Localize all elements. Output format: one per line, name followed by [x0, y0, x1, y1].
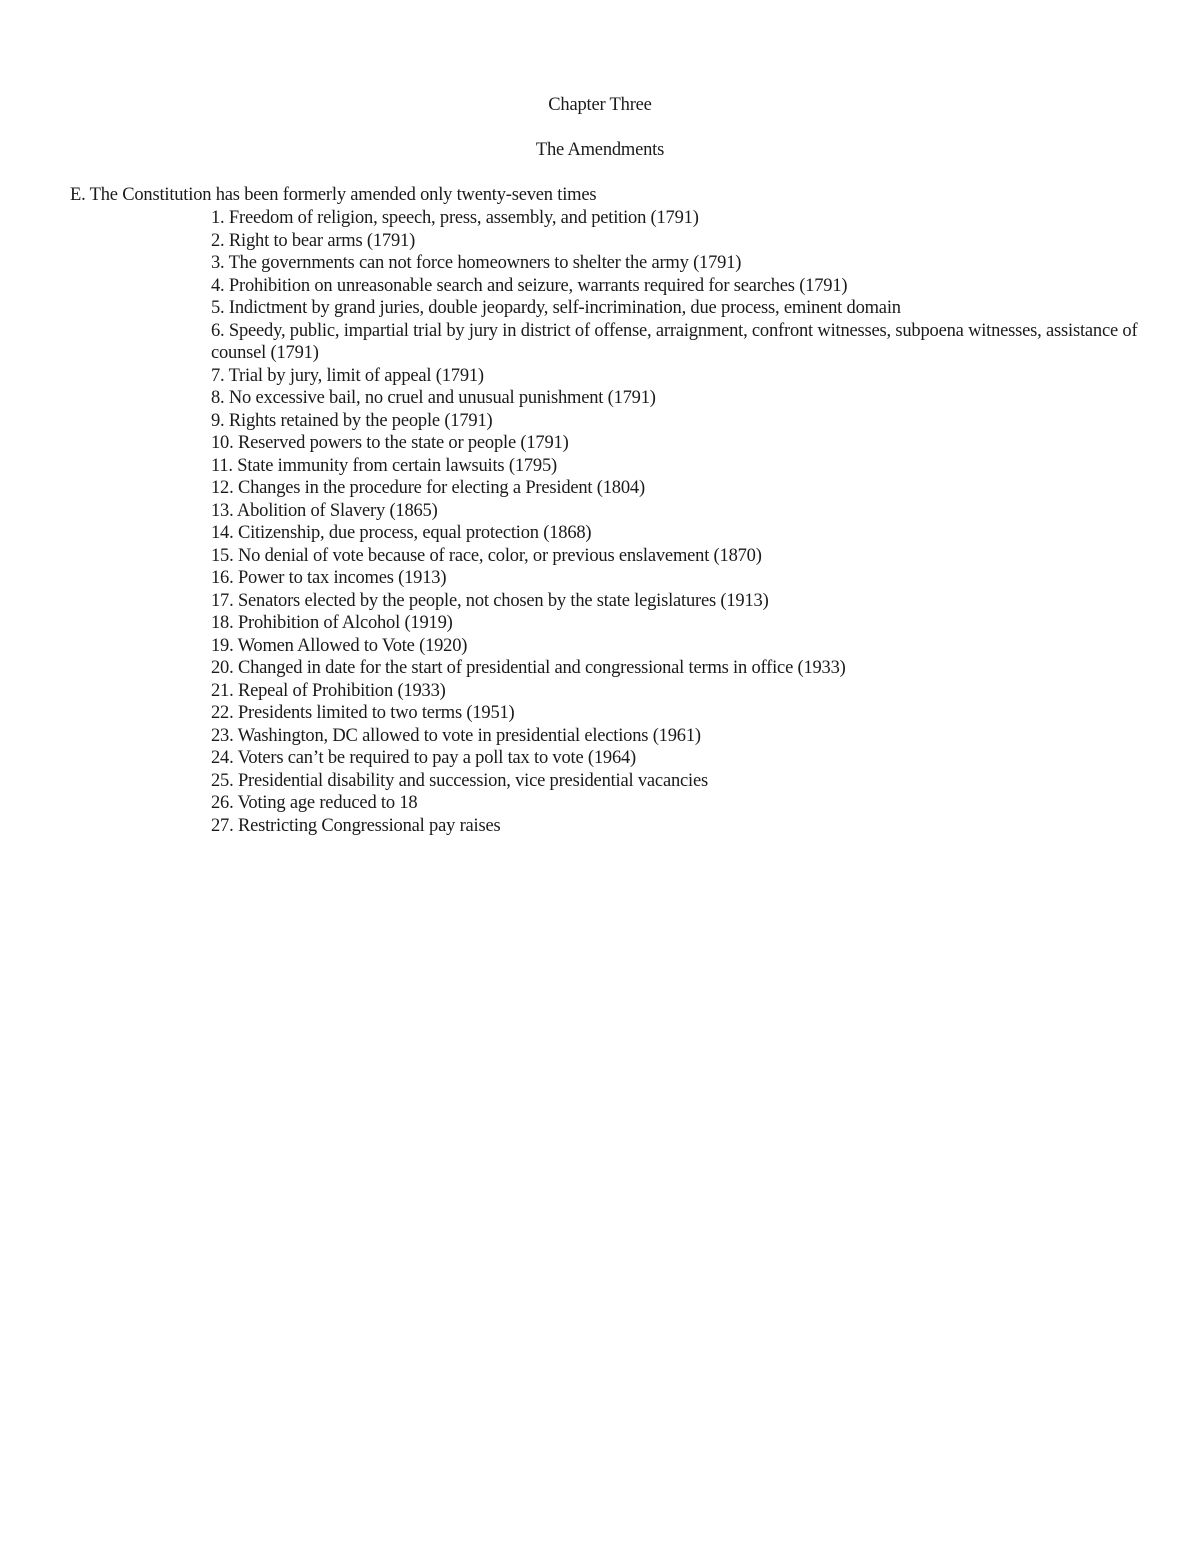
amendment-item: 1. Freedom of religion, speech, press, assembly, and petition (1791)	[211, 208, 699, 228]
amendment-item: 8. No excessive bail, no cruel and unusual punishment (1791)	[211, 388, 656, 408]
amendment-item: 7. Trial by jury, limit of appeal (1791)	[211, 365, 484, 386]
amendment-item: 18. Prohibition of Alcohol (1919)	[211, 613, 453, 633]
amendment-item: 4. Prohibition on unreasonable search and seizure, warrants required for searches (1791)	[211, 275, 848, 296]
amendment-item: 19. Women Allowed to Vote (1920)	[211, 635, 468, 656]
amendment-item: 26. Voting age reduced to 18	[211, 793, 418, 813]
amendment-item: 21. Repeal of Prohibition (1933)	[211, 680, 446, 701]
intro-statement: E. The Constitution has been formerly amended only twenty-seven times	[70, 185, 597, 205]
amendment-list	[211, 207, 1141, 837]
amendment-item: 2. Right to bear arms (1791)	[211, 230, 416, 251]
amendment-item: 3. The governments can not force homeowners to shelter the army (1791)	[211, 253, 742, 273]
amendment-item: 23. Washington, DC allowed to vote in presidential elections (1961)	[211, 725, 701, 746]
amendment-item: 13. Abolition of Slavery (1865)	[211, 500, 438, 521]
amendment-item: 24. Voters can’t be required to pay a poll tax to vote (1964)	[211, 748, 637, 768]
amendment-item: 16. Power to tax incomes (1913)	[211, 568, 447, 588]
amendment-item: 14. Citizenship, due process, equal protection (1868)	[211, 523, 592, 543]
amendment-item: 20. Changed in date for the start of presidential and congressional terms in office (1933)	[211, 658, 846, 678]
amendment-item: 15. No denial of vote because of race, color, or previous enslavement (1870)	[211, 545, 762, 566]
amendment-item: 11. State immunity from certain lawsuits (1795)	[211, 455, 557, 476]
amendment-item: 25. Presidential disability and succession, vice presidential vacancies	[211, 770, 708, 791]
amendment-item: 6. Speedy, public, impartial trial by jury in district of offense, arraignment, confront witnesses, subpoena witnesses, assistance of counsel (1791)	[211, 320, 1138, 363]
amendment-item: 22. Presidents limited to two terms (1951)	[211, 703, 515, 723]
amendment-item: 5. Indictment by grand juries, double jeopardy, self-incrimination, due process, eminent domain	[211, 298, 901, 318]
amendment-item: 12. Changes in the procedure for electing a President (1804)	[211, 478, 645, 498]
amendment-item: 17. Senators elected by the people, not chosen by the state legislatures (1913)	[211, 590, 769, 611]
chapter-title: Chapter Three	[548, 95, 652, 115]
amendment-item: 27. Restricting Congressional pay raises	[211, 815, 501, 836]
section-title: The Amendments	[535, 140, 665, 160]
amendment-item: 10. Reserved powers to the state or people (1791)	[211, 433, 569, 453]
amendment-item: 9. Rights retained by the people (1791)	[211, 410, 493, 431]
